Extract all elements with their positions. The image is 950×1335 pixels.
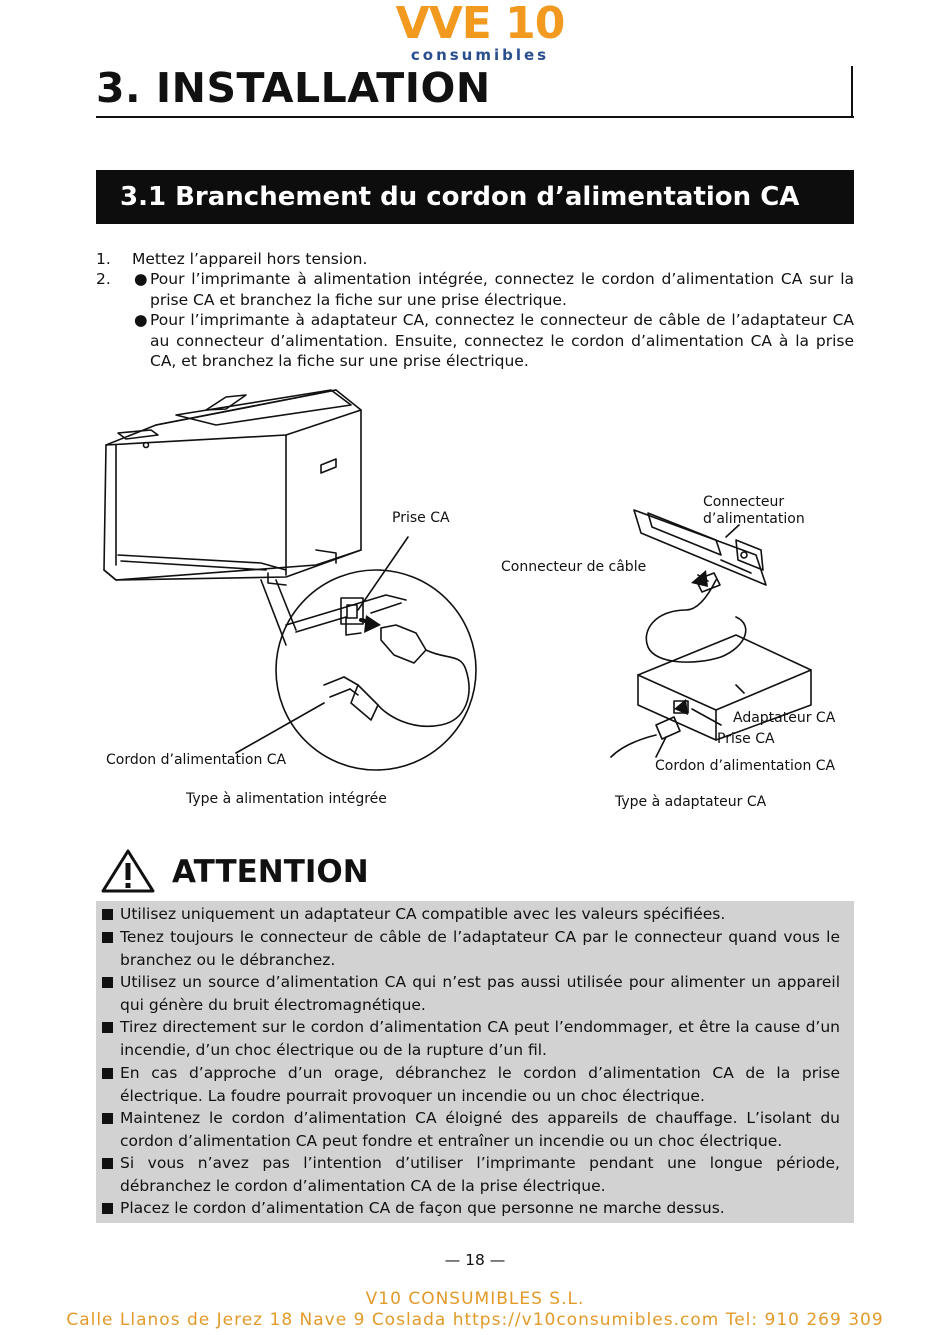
- instruction-list: [0, 249, 950, 379]
- section-title: 3.1 Branchement du cordon d’alimentation CA: [120, 182, 800, 212]
- attention-item-text: Maintenez le cordon d’alimentation CA éloigné des appareils de chauffage. L’isolant du cordon d’alimentation CA peut fondre et entraîner un incendie ou un choc électrique.: [120, 1109, 840, 1150]
- step-text: Mettez l’appareil hors tension.: [132, 250, 368, 268]
- attention-item: [96, 1016, 840, 1061]
- attention-item: [96, 1107, 840, 1152]
- attention-item-text: Tenez toujours le connecteur de câble de l’adaptateur CA par le connecteur quand vous le branchez ou le débranchez.: [120, 928, 840, 969]
- attention-title: ATTENTION: [172, 854, 369, 890]
- step-bullet-text: Pour l’imprimante à adaptateur CA, connectez le connecteur de câble de l’adaptateur CA au connecteur d’alimentation. Ensuite, connectez le cordon d’alimentation CA à la prise CA, et branchez la fiche sur une prise électrique.: [150, 311, 854, 370]
- chapter-rule: [96, 116, 854, 118]
- attention-item-text: En cas d’approche d’un orage, débranchez le cordon d’alimentation CA de la prise électrique. La foudre pourrait provoquer un incendie ou un choc électrique.: [120, 1064, 840, 1105]
- label-prise-ca: Prise CA: [392, 510, 450, 526]
- chapter-rule-vertical: [851, 66, 853, 118]
- footer-company: V10 CONSUMIBLES S.L.: [365, 1289, 585, 1309]
- square-bullet-icon: [102, 1113, 113, 1124]
- bullet-icon: ●: [134, 270, 148, 288]
- label-connecteur-alim-2: d’alimentation: [703, 511, 805, 527]
- caption-integree: Type à alimentation intégrée: [186, 791, 387, 807]
- square-bullet-icon: [102, 1022, 113, 1033]
- warning-icon: [100, 848, 156, 894]
- label-connecteur-cable: Connecteur de câble: [501, 559, 647, 575]
- printer-illustration: [104, 390, 361, 585]
- attention-item: [96, 903, 840, 926]
- square-bullet-icon: [102, 977, 113, 988]
- label-prise-ca-right: Prise CA: [717, 731, 775, 747]
- square-bullet-icon: [102, 909, 113, 920]
- page-number: — 18 —: [444, 1251, 506, 1269]
- label-adaptateur: Adaptateur CA: [733, 710, 836, 726]
- attention-item-text: Utilisez un source d’alimentation CA qui n’est pas aussi utilisée pour alimenter un appareil qui génère du bruit électromagnétique.: [120, 973, 840, 1014]
- square-bullet-icon: [102, 932, 113, 943]
- attention-item: [96, 971, 840, 1016]
- square-bullet-icon: [102, 1203, 113, 1214]
- square-bullet-icon: [102, 1068, 113, 1079]
- attention-item: [96, 926, 840, 971]
- brand-logo: [380, 2, 580, 66]
- logo-mark: VVE 10: [395, 0, 565, 49]
- step-number: 2.: [96, 270, 111, 288]
- step-bullet-text: Pour l’imprimante à alimentation intégrée, connectez le cordon d’alimentation CA sur la prise CA et branchez la fiche sur une prise électrique.: [150, 270, 854, 309]
- attention-item-text: Utilisez uniquement un adaptateur CA compatible avec les valeurs spécifiées.: [120, 905, 726, 923]
- label-connecteur-alim-1: Connecteur: [703, 494, 785, 510]
- arrow-icon: [364, 615, 381, 633]
- attention-item: [96, 1197, 840, 1220]
- label-cordon-left: Cordon d’alimentation CA: [106, 752, 287, 768]
- attention-heading: [100, 848, 500, 896]
- bullet-icon: ●: [134, 311, 148, 329]
- chapter-title: 3. INSTALLATION: [96, 64, 491, 112]
- attention-item-text: Tirez directement sur le cordon d’alimentation CA peut l’endommager, et être la cause d’un incendie, d’un choc électrique ou de la rupture d’un fil.: [120, 1018, 840, 1059]
- attention-item: [96, 1062, 840, 1107]
- step-number: 1.: [96, 250, 111, 268]
- attention-item-text: Placez le cordon d’alimentation CA de façon que personne ne marche dessus.: [120, 1199, 725, 1217]
- section-header-bar: [96, 170, 854, 224]
- attention-item: [96, 1152, 840, 1197]
- arrow-icon: [691, 570, 708, 587]
- square-bullet-icon: [102, 1158, 113, 1169]
- footer-address: Calle Llanos de Jerez 18 Nave 9 Coslada https://v10consumibles.com Tel: 910 269 309: [66, 1310, 884, 1330]
- magnified-detail: [276, 570, 476, 770]
- caption-adaptateur: Type à adaptateur CA: [615, 794, 767, 810]
- attention-box: [96, 901, 854, 1223]
- logo-subtitle: consumibles: [410, 46, 550, 64]
- attention-item-text: Si vous n’avez pas l’intention d’utiliser l’imprimante pendant une longue période, débranchez le cordon d’alimentation CA de la prise électrique.: [120, 1154, 840, 1195]
- label-cordon-right: Cordon d’alimentation CA: [655, 758, 836, 774]
